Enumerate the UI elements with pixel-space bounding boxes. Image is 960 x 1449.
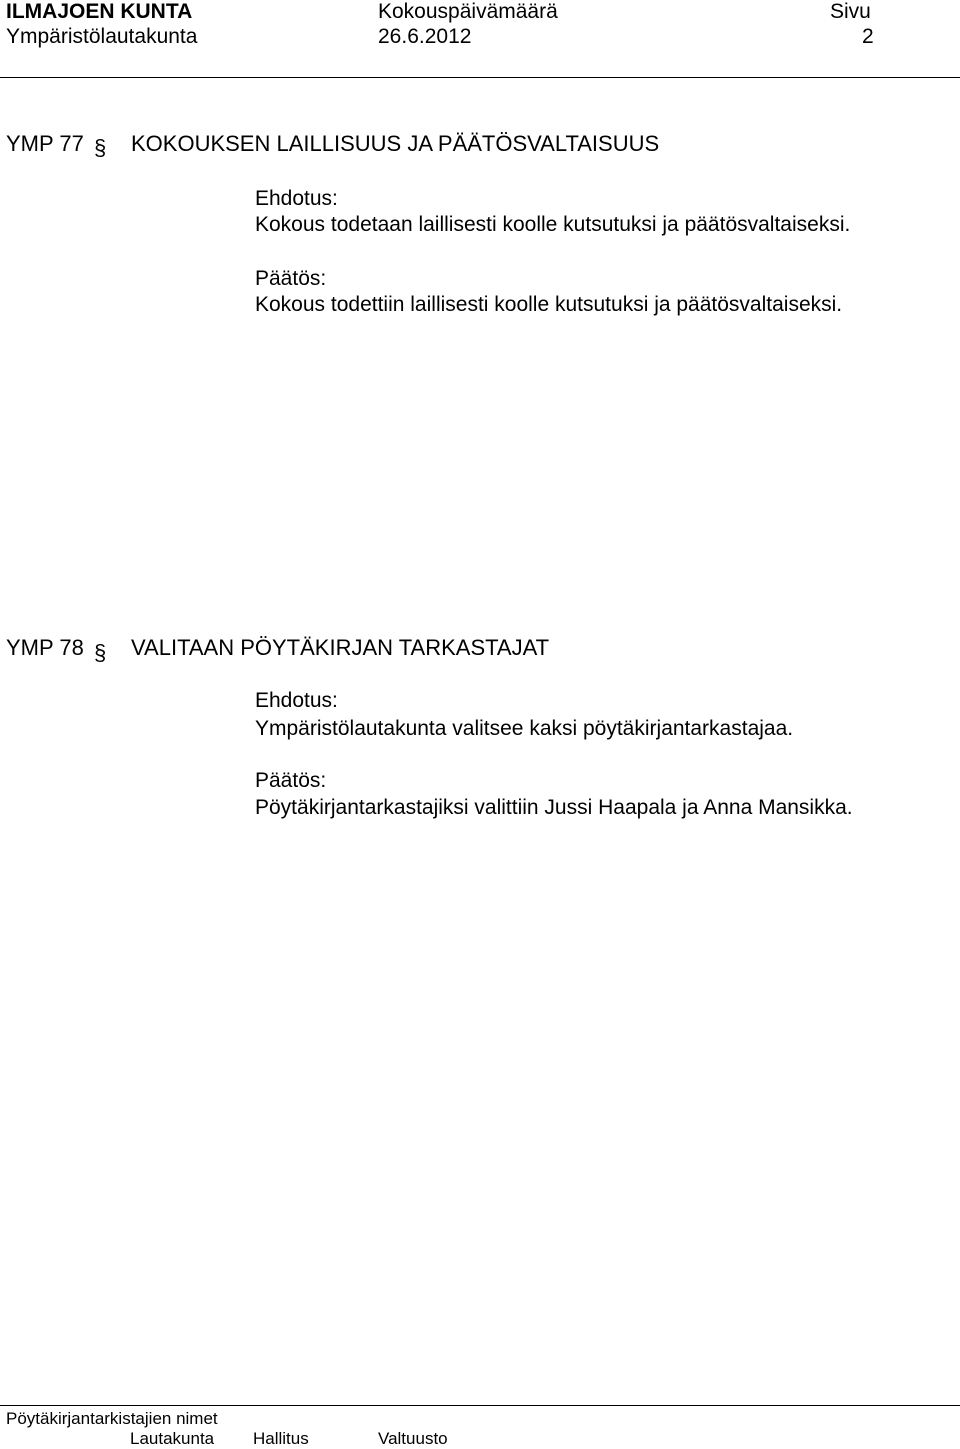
- section-number: YMP 78: [6, 635, 84, 660]
- signers-label: Pöytäkirjantarkistajien nimet: [6, 1409, 218, 1428]
- meeting-date-label: Kokouspäivämäärä: [378, 0, 558, 23]
- meeting-date-value: 26.6.2012: [378, 25, 472, 48]
- decision-label: Päätös:: [255, 769, 327, 792]
- page-label: Sivu: [830, 0, 871, 23]
- section-symbol: §: [94, 640, 107, 665]
- footer-column-valtuusto: Valtuusto: [378, 1429, 448, 1448]
- municipality-name: ILMAJOEN KUNTA: [6, 0, 193, 23]
- decision-text: Pöytäkirjantarkastajiksi valittiin Jussi Haapala ja Anna Mansikka.: [255, 796, 853, 819]
- page-number: 2: [862, 25, 874, 48]
- section-title: KOKOUKSEN LAILLISUUS JA PÄÄTÖSVALTAISUUS: [131, 131, 660, 156]
- decision-label: Päätös:: [255, 267, 327, 290]
- proposal-text: Ympäristölautakunta valitsee kaksi pöytäkirjantarkastajaa.: [255, 717, 794, 740]
- footer-column-lautakunta: Lautakunta: [130, 1429, 215, 1448]
- proposal-label: Ehdotus:: [255, 689, 338, 712]
- footer-divider: [0, 1405, 960, 1406]
- decision-text: Kokous todettiin laillisesti koolle kutsutuksi ja päätösvaltaiseksi.: [255, 293, 843, 316]
- proposal-label: Ehdotus:: [255, 187, 338, 210]
- section-title: VALITAAN PÖYTÄKIRJAN TARKASTAJAT: [131, 635, 550, 660]
- header-divider: [0, 77, 960, 78]
- section-symbol: §: [94, 135, 107, 160]
- committee-name: Ympäristölautakunta: [6, 25, 198, 48]
- section-number: YMP 77: [6, 131, 84, 156]
- footer-column-hallitus: Hallitus: [253, 1429, 309, 1448]
- proposal-text: Kokous todetaan laillisesti koolle kutsutuksi ja päätösvaltaiseksi.: [255, 213, 851, 236]
